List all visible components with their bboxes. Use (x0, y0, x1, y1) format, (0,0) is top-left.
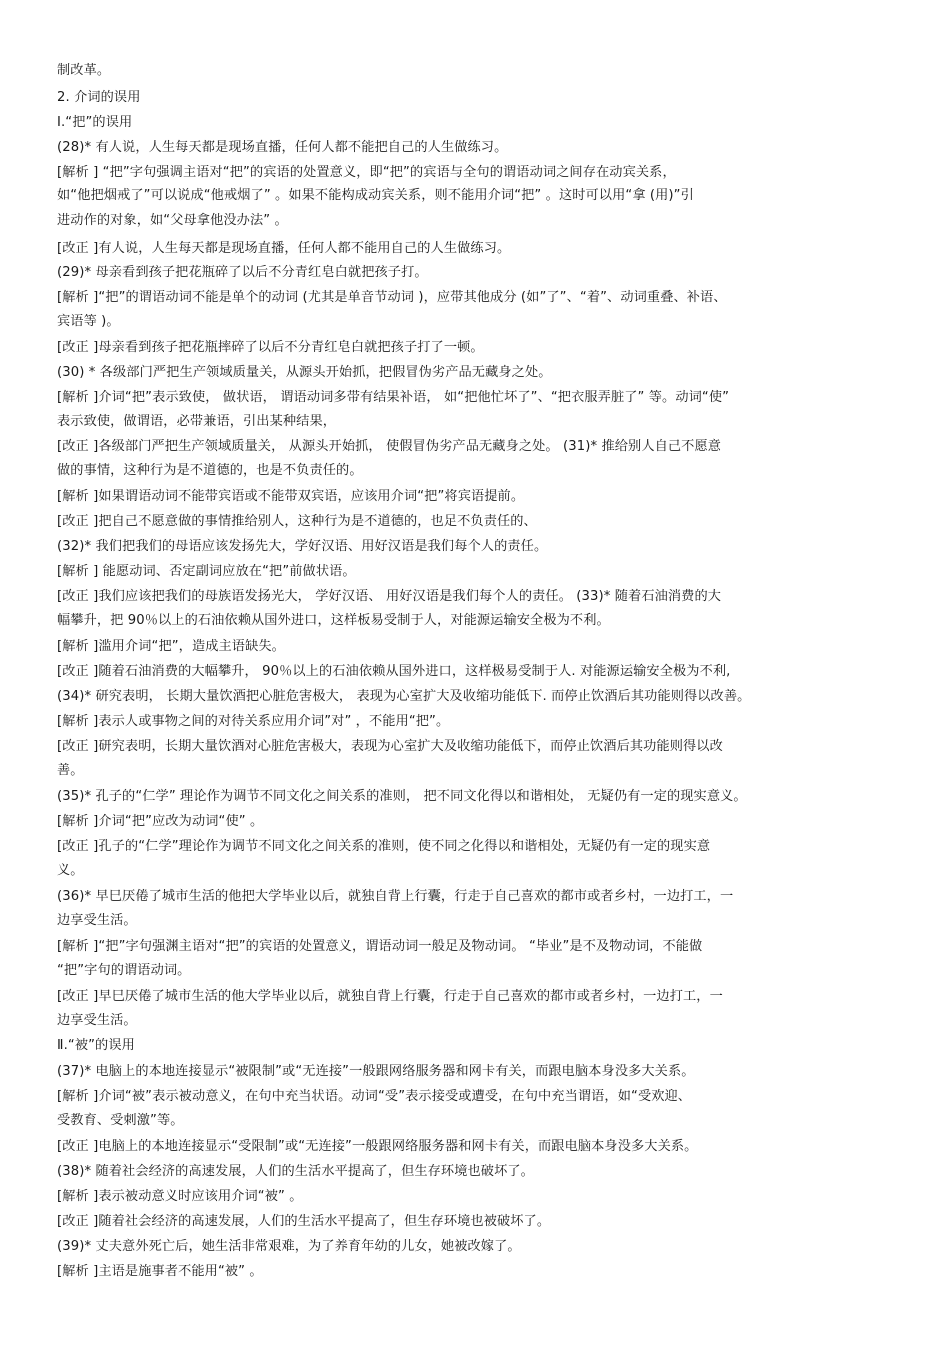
example-sentence: 做的事情，这种行为是不道德的，也是不负责任的。 (57, 463, 363, 478)
correction-text: 义。 (57, 863, 84, 878)
correction-text: [改正 ]随着社会经济的高速发展，人们的生活水平提高了，但生存环境也被破坏了。 (57, 1214, 551, 1229)
subsection-heading: I.“把”的误用 (57, 115, 133, 130)
example-sentence: (29)* 母亲看到孩子把花瓶碎了以后不分青红皂白就把孩子打。 (57, 265, 428, 280)
analysis-text: [解析 ]表示人或事物之间的对待关系应用介词”对” ，不能用“把”。 (57, 714, 450, 729)
analysis-text: [解析 ] 能愿动词、否定副词应放在“把”前做状语。 (57, 564, 356, 579)
example-sentence: (28)* 有人说，人生每天都是现场直播，任何人都不能把自己的人生做练习。 (57, 140, 508, 155)
analysis-text: [解析 ]“把”字句强渊主语对“把”的宾语的处置意义，谓语动词一般足及物动词。 “毕业”是不及物动词，不能做 (57, 939, 703, 954)
analysis-text: [解析 ]表示被动意义时应该用介词“被” 。 (57, 1189, 303, 1204)
example-sentence: 幅攀升，把 90％以上的石油依赖从国外进口，这样板易受制于人，对能源运输安全极为不利。 (57, 613, 610, 628)
example-sentence: (32)* 我们把我们的母语应该发扬先大，学好汉语、用好汉语是我们每个人的责任。 (57, 539, 548, 554)
analysis-text: [解析 ]主语是施事者不能用“被” 。 (57, 1264, 263, 1279)
correction-text: [改正 ]有人说，人生每天都是现场直播，任何人都不能用自己的人生做练习。 (57, 241, 511, 256)
correction-text: 边享受生活。 (57, 1013, 137, 1028)
correction-text: [改正 ]早巳厌倦了城市生活的他大学毕业以后，就独自背上行囊，行走于自己喜欢的都市或者乡村，一边打工，一 (57, 989, 723, 1004)
correction-text: [改正 ]研究表明，长期大量饮酒对心脏危害极大，表现为心室扩大及收缩功能低下，而停止饮酒后其功能则得以改 (57, 739, 723, 754)
analysis-text: 如“他把烟戒了”可以说成“他戒烟了” 。如果不能构成动宾关系，则不能用介词“把” 。这时可以用“拿 (用)”引 (57, 188, 694, 203)
analysis-text: [解析 ]介词“把”应改为动词“使” 。 (57, 814, 264, 829)
example-sentence: (37)* 电脑上的本地连接显示“被限制”或“无连接”一般跟网络服务器和网卡有关，而跟电脑本身没多大关系。 (57, 1064, 695, 1079)
analysis-text: [解析 ] “把”字句强调主语对“把”的宾语的处置意义，即“把”的宾语与全句的谓语动词之间存在动宾关系， (57, 165, 676, 180)
correction-text: [改正 ]随着石油消费的大幅攀升， 90％以上的石油依赖从国外进口，这样极易受制于人. 对能源运输安全极为不利, (57, 664, 731, 679)
correction-text: [改正 ]我们应该把我们的母族语发扬光大， 学好汉语、 用好汉语是我们每个人的责任。 (33)* 随着石油消费的大 (57, 589, 722, 604)
analysis-text: [解析 ]如果谓语动词不能带宾语或不能带双宾语，应该用介词“把”将宾语提前。 (57, 489, 525, 504)
example-sentence: (34)* 研究表明， 长期大量饮酒把心脏危害极大， 表现为心室扩大及收缩功能低下. 而停止饮酒后其功能则得以改善。 (57, 689, 751, 704)
subsection-heading: Ⅱ.“被”的误用 (57, 1038, 135, 1053)
correction-text: [改正 ]母亲看到孩子把花瓶摔碎了以后不分青红皂白就把孩子打了一顿。 (57, 340, 484, 355)
example-sentence: (35)* 孔子的“仁学” 理论作为调节不同文化之间关系的准则， 把不同文化得以和谐相处， 无疑仍有一定的现实意义。 (57, 789, 747, 804)
example-sentence: 边享受生活。 (57, 913, 137, 928)
analysis-text: [解析 ]滥用介词“把”，造成主语缺失。 (57, 639, 285, 654)
analysis-text: [解析 ]“把”的谓语动词不能是单个的动词 (尤其是单音节动词 )，应带其他成分 (如”了”、“着”、动词重叠、补语、 (57, 290, 727, 305)
analysis-text: [解析 ]介词“被”表示被动意义，在句中充当状语。动词“受”表示接受或遭受，在句中充当谓语，如“受欢迎、 (57, 1089, 692, 1104)
analysis-text: 宾语等 )。 (57, 314, 120, 329)
example-sentence: (30) * 各级部门严把生产领域质量关，从源头开始抓，把假冒伪劣产品无藏身之处。 (57, 365, 552, 380)
correction-text: 善。 (57, 763, 84, 778)
analysis-text: 受教育、受刺激”等。 (57, 1113, 184, 1128)
example-sentence: (38)* 随着社会经济的高速发展，人们的生活水平提高了，但生存环境也破坏了。 (57, 1164, 534, 1179)
analysis-text: [解析 ]介词“把”表示致使， 做状语， 谓语动词多带有结果补语， 如“把他忙坏了”、“把衣服弄脏了” 等。动词“使” (57, 390, 730, 405)
correction-text: [改正 ]把自己不愿意做的事情推给别人，这种行为是不道德的，也足不负责任的、 (57, 514, 537, 529)
analysis-text: 进动作的对象，如“父母拿他没办法” 。 (57, 213, 288, 228)
analysis-text: “把”字句的谓语动词。 (57, 963, 191, 978)
correction-text: [改正 ]孔子的“仁学”理论作为调节不同文化之间关系的准则，使不同之化得以和谐相处，无疑仍有一定的现实意 (57, 839, 711, 854)
correction-text: [改正 ]电脑上的本地连接显示“受限制”或“无连接”一般跟网络服务器和网卡有关，而跟电脑本身没多大关系。 (57, 1139, 698, 1154)
correction-text: [改正 ]各级部门严把生产领域质量关， 从源头开始抓， 使假冒伪劣产品无藏身之处。 (31)* 推给别人自己不愿意 (57, 439, 722, 454)
text-line: 制改革。 (57, 63, 111, 78)
example-sentence: (36)* 早巳厌倦了城市生活的他把大学毕业以后，就独自背上行囊，行走于自己喜欢的都市或者乡村，一边打工，一 (57, 889, 734, 904)
example-sentence: (39)* 丈夫意外死亡后，她生活非常艰难，为了养育年幼的儿女，她被改嫁了。 (57, 1239, 521, 1254)
section-heading: 2. 介词的误用 (57, 90, 141, 105)
analysis-text: 表示致使，做谓语，必带兼语，引出某种结果， (57, 414, 337, 429)
